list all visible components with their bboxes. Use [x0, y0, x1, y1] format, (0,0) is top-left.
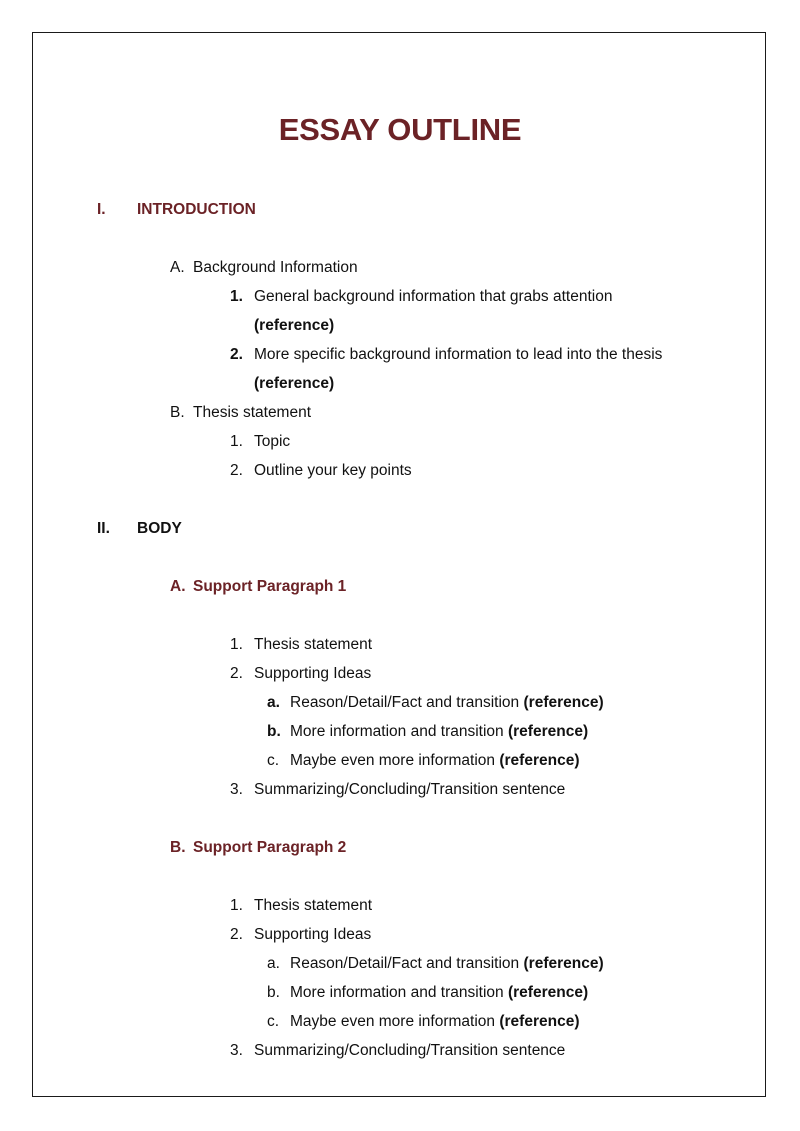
- outline-item-text: Topic: [254, 433, 291, 450]
- outline-marker: 2.: [230, 926, 243, 943]
- subsection-marker: A.: [170, 578, 186, 595]
- outline-marker: 3.: [230, 1042, 243, 1059]
- reference-label: (reference): [523, 955, 604, 972]
- outline-submarker: a.: [267, 955, 280, 972]
- outline-subitem: [290, 954, 604, 974]
- outline-item-text: Summarizing/Concluding/Transition sentence: [254, 1042, 566, 1059]
- outline-submarker: c.: [267, 1013, 280, 1030]
- outline-submarker: c.: [267, 752, 280, 769]
- outline-subitem: [290, 1012, 579, 1032]
- outline-item-text: Outline your key points: [254, 462, 412, 479]
- reference-label: (reference): [499, 752, 580, 769]
- outline-marker: A.: [170, 259, 185, 276]
- section-numeral-introduction: I.: [97, 201, 106, 218]
- outline-item-text: Supporting Ideas: [254, 665, 372, 682]
- outline-item-text: General background information that grabs attention: [254, 288, 613, 305]
- outline-subitem: [290, 983, 588, 1003]
- outline-subitem-text: Maybe even more information: [290, 1013, 496, 1030]
- outline-subitem-text: Maybe even more information: [290, 752, 496, 769]
- reference-label: (reference): [499, 1013, 580, 1030]
- outline-marker: 2.: [230, 462, 243, 479]
- outline-subitem-text: More information and transition: [290, 984, 504, 1001]
- outline-marker: 1.: [230, 897, 243, 914]
- outline-subitem: [290, 722, 588, 742]
- outline-submarker: a.: [267, 694, 280, 711]
- outline-subitem: [290, 751, 579, 771]
- subsection-heading-support-paragraph-1: Support Paragraph 1: [193, 578, 347, 595]
- outline-marker: 1.: [230, 636, 243, 653]
- outline-subitem-text: Reason/Detail/Fact and transition: [290, 694, 520, 711]
- outline-item-text: Thesis statement: [254, 897, 373, 914]
- reference-label: (reference): [507, 723, 589, 740]
- outline-marker: B.: [170, 404, 185, 421]
- outline-item-text: Summarizing/Concluding/Transition sentence: [254, 781, 566, 798]
- section-heading-body: BODY: [137, 520, 182, 537]
- outline-subitem-text: Reason/Detail/Fact and transition: [290, 955, 520, 972]
- outline-subitem: [290, 693, 604, 713]
- outline-item-background-information: Background Information: [193, 259, 358, 276]
- reference-label: (reference): [254, 317, 335, 334]
- subsection-heading-support-paragraph-2: Support Paragraph 2: [193, 839, 347, 856]
- outline-item-text: Thesis statement: [254, 636, 373, 653]
- outline-marker: 1.: [230, 288, 243, 305]
- subsection-marker: B.: [170, 839, 186, 856]
- section-numeral-body: II.: [97, 520, 110, 537]
- outline-submarker: b.: [267, 984, 280, 1001]
- outline-item-thesis-statement: Thesis statement: [193, 404, 312, 421]
- page-border: [32, 32, 766, 1097]
- outline-item-text: More specific background information to lead into the thesis: [254, 346, 663, 363]
- outline-item-text: Supporting Ideas: [254, 926, 372, 943]
- outline-marker: 2.: [230, 346, 243, 363]
- document-title: ESSAY OUTLINE: [278, 112, 522, 147]
- outline-marker: 1.: [230, 433, 243, 450]
- outline-marker: 2.: [230, 665, 243, 682]
- outline-marker: 3.: [230, 781, 243, 798]
- section-heading-introduction: INTRODUCTION: [137, 201, 256, 218]
- outline-subitem-text: More information and transition: [290, 723, 504, 740]
- reference-label: (reference): [254, 375, 335, 392]
- outline-submarker: b.: [267, 723, 281, 740]
- reference-label: (reference): [523, 694, 604, 711]
- reference-label: (reference): [507, 984, 589, 1001]
